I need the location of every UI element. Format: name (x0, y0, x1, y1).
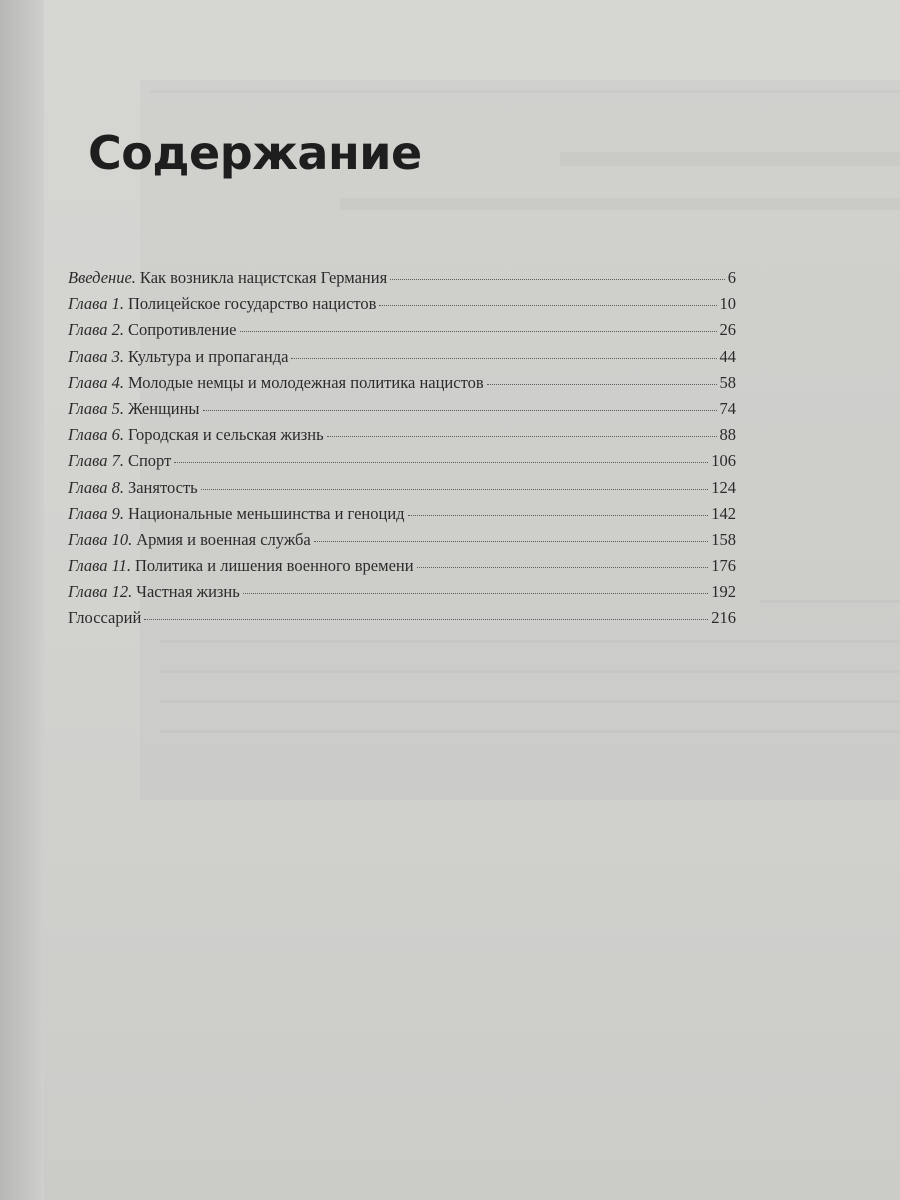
toc-entry-label: Глава 7. (68, 451, 124, 471)
toc-entry-title: Как возникла нацистская Германия (139, 268, 388, 287)
toc-entry (68, 320, 736, 346)
toc-entry-label: Глава 8. (68, 477, 124, 497)
toc-entry-page-number: 74 (719, 398, 736, 418)
show-through-line (160, 640, 900, 643)
toc-entry (68, 425, 736, 451)
toc-entry-title: Полицейское государство нацистов (127, 294, 377, 314)
dot-leader (390, 279, 725, 280)
toc-entry-page-number: 10 (719, 294, 736, 314)
toc-entry-label: Глава 2. (68, 320, 124, 340)
toc-entry-title: Национальные меньшинства и геноцид (127, 503, 405, 523)
toc-entry-title: Частная жизнь (136, 582, 240, 602)
toc-entry-page-number: 6 (727, 268, 736, 287)
toc-entry-title: Политика и лишения военного времени (134, 556, 414, 576)
page-title: Содержание (88, 126, 422, 180)
dot-leader (314, 541, 709, 542)
show-through-line (760, 600, 900, 603)
show-through-line (160, 730, 900, 733)
dot-leader (201, 489, 709, 490)
toc-entry (68, 608, 736, 634)
show-through-line (340, 198, 900, 210)
dot-leader (327, 436, 717, 437)
toc-entry-page-number: 192 (711, 582, 736, 602)
page-gutter-shadow (0, 0, 44, 1200)
toc-entry-label: Глава 11. (68, 556, 131, 576)
toc-entry-title: Сопротивление (127, 320, 237, 340)
toc-entry-title: Глоссарий (68, 608, 142, 628)
toc-entry (68, 556, 736, 582)
toc-entry-title: Молодые немцы и молодежная политика нацистов (127, 372, 484, 392)
toc-entry (68, 530, 736, 556)
toc-entry-page-number: 58 (719, 372, 736, 392)
toc-entry-label: Глава 3. (68, 346, 124, 366)
show-through-line (560, 152, 900, 166)
show-through-line (160, 670, 900, 673)
toc-entry-title: Городская и сельская жизнь (127, 425, 324, 445)
toc-entry-label: Введение. (68, 268, 136, 287)
dot-leader (240, 331, 717, 332)
dot-leader (203, 410, 717, 411)
toc-entry-label: Глава 9. (68, 503, 124, 523)
toc-entry-label: Глава 12. (68, 582, 133, 602)
toc-entry (68, 373, 736, 399)
toc-entry-label: Глава 10. (68, 529, 133, 549)
toc-entry (68, 347, 736, 373)
toc-entry-page-number: 88 (719, 425, 736, 445)
toc-entry-page-number: 176 (711, 556, 736, 576)
toc-entry-title: Женщины (127, 398, 200, 418)
dot-leader (243, 593, 708, 594)
toc-entry (68, 478, 736, 504)
toc-entry (68, 451, 736, 477)
toc-entry-title: Занятость (127, 477, 198, 497)
dot-leader (408, 515, 709, 516)
dot-leader (417, 567, 709, 568)
toc-entry-label: Глава 4. (68, 372, 124, 392)
toc-entry (68, 504, 736, 530)
toc-entry-title: Спорт (127, 451, 172, 471)
toc-entry-page-number: 106 (711, 451, 736, 471)
toc-entry-label: Глава 1. (68, 294, 124, 314)
toc-entry-page-number: 142 (711, 503, 736, 523)
dot-leader (487, 384, 717, 385)
toc-entry-label: Глава 5. (68, 398, 124, 418)
dot-leader (379, 305, 716, 306)
toc-entry (68, 294, 736, 320)
toc-entry (68, 582, 736, 608)
toc-entry-page-number: 216 (711, 608, 736, 628)
toc-entry (68, 268, 736, 294)
toc-entry-label: Глава 6. (68, 425, 124, 445)
toc-entry-page-number: 158 (711, 529, 736, 549)
show-through-line (150, 90, 900, 93)
toc-entry (68, 399, 736, 425)
toc-entry-page-number: 44 (719, 346, 736, 366)
dot-leader (291, 358, 716, 359)
toc-entry-page-number: 124 (711, 477, 736, 497)
toc-entry-page-number: 26 (719, 320, 736, 340)
dot-leader (144, 619, 708, 620)
toc-entry-title: Культура и пропаганда (127, 346, 289, 366)
dot-leader (174, 462, 708, 463)
show-through-line (160, 700, 900, 703)
table-of-contents (68, 268, 736, 635)
toc-entry-title: Армия и военная служба (136, 529, 311, 549)
